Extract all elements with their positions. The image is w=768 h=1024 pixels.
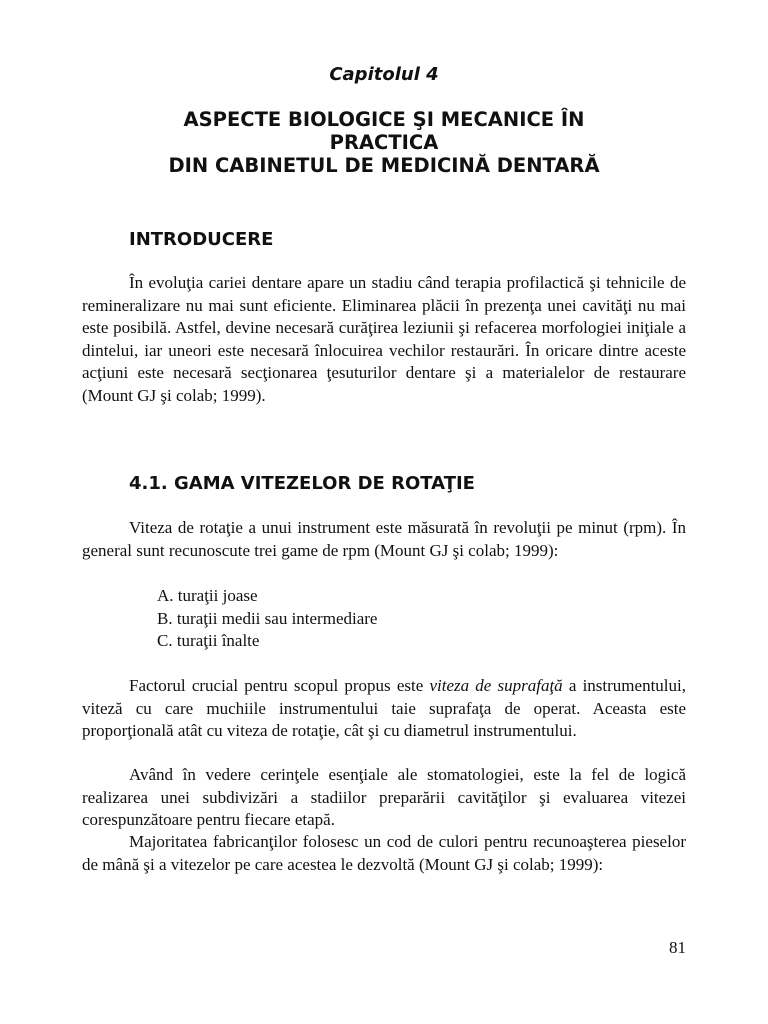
chapter-title: [100, 108, 668, 177]
list-item: C. turaţii înalte: [157, 631, 260, 651]
chapter-title-line-2: PRACTICA: [329, 131, 439, 154]
page-number: 81: [669, 938, 686, 957]
list-item: A. turaţii joase: [157, 586, 258, 605]
list-item: B. turaţii medii sau intermediare: [157, 608, 378, 628]
chapter-label: Capitolul 4: [329, 64, 439, 85]
gama-paragraph-2: [82, 675, 686, 743]
chapter-title-line-3: DIN CABINETUL DE MEDICINĂ DENTARĂ: [168, 154, 600, 177]
speed-range-list: [157, 585, 377, 653]
section-heading-introducere: INTRODUCERE: [129, 229, 274, 250]
gama-paragraph-3: Având în vedere cerinţele esenţiale ale stomatologiei, este la fel de logică realizarea unei subdivizări a stadiilor preparării cavităţilor şi evaluarea vitezei corespunzătoare pentru fiecare etapă.: [82, 765, 686, 830]
section-heading-gama-vitezelor: 4.1. GAMA VITEZELOR DE ROTAŢIE: [129, 473, 475, 494]
chapter-title-line-1: ASPECTE BIOLOGICE ŞI MECANICE ÎN: [183, 108, 585, 131]
emphasis-term: viteza de suprafaţă: [429, 676, 563, 695]
gama-paragraph-1: Viteza de rotaţie a unui instrument este măsurată în revoluţii pe minut (rpm). În general sunt recunoscute trei game de rpm (Mount GJ şi colab; 1999):: [82, 518, 686, 560]
paragraph-text: a instrumentului, viteză cu care muchiile instrumentului taie suprafaţa de operat. Aceasta este proporţională atât cu viteza de rotaţie, cât şi cu diametrul instrumentului.: [82, 676, 686, 741]
intro-paragraph: În evoluţia cariei dentare apare un stadiu când terapia profilactică şi tehnicile de remineralizare nu mai sunt eficiente. Eliminarea plăcii în prezenţa unei cavităţi nu mai este posibilă. Astfel, devine necesară curăţirea leziunii şi refacerea morfologiei iniţiale a dintelui, iar uneori este necesară înlocuirea vechilor restaurări. În oricare dintre aceste acţiuni este necesară secţionarea ţesuturilor dentare şi a materialelor de restaurare (Mount GJ şi colab; 1999).: [82, 273, 686, 405]
paragraph-text: Factorul crucial pentru scopul propus este: [129, 676, 430, 695]
gama-paragraph-4: Majoritatea fabricanţilor folosesc un cod de culori pentru recunoaşterea pieselor de mână şi a vitezelor pe care acestea le dezvoltă (Mount GJ şi colab; 1999):: [82, 832, 686, 874]
